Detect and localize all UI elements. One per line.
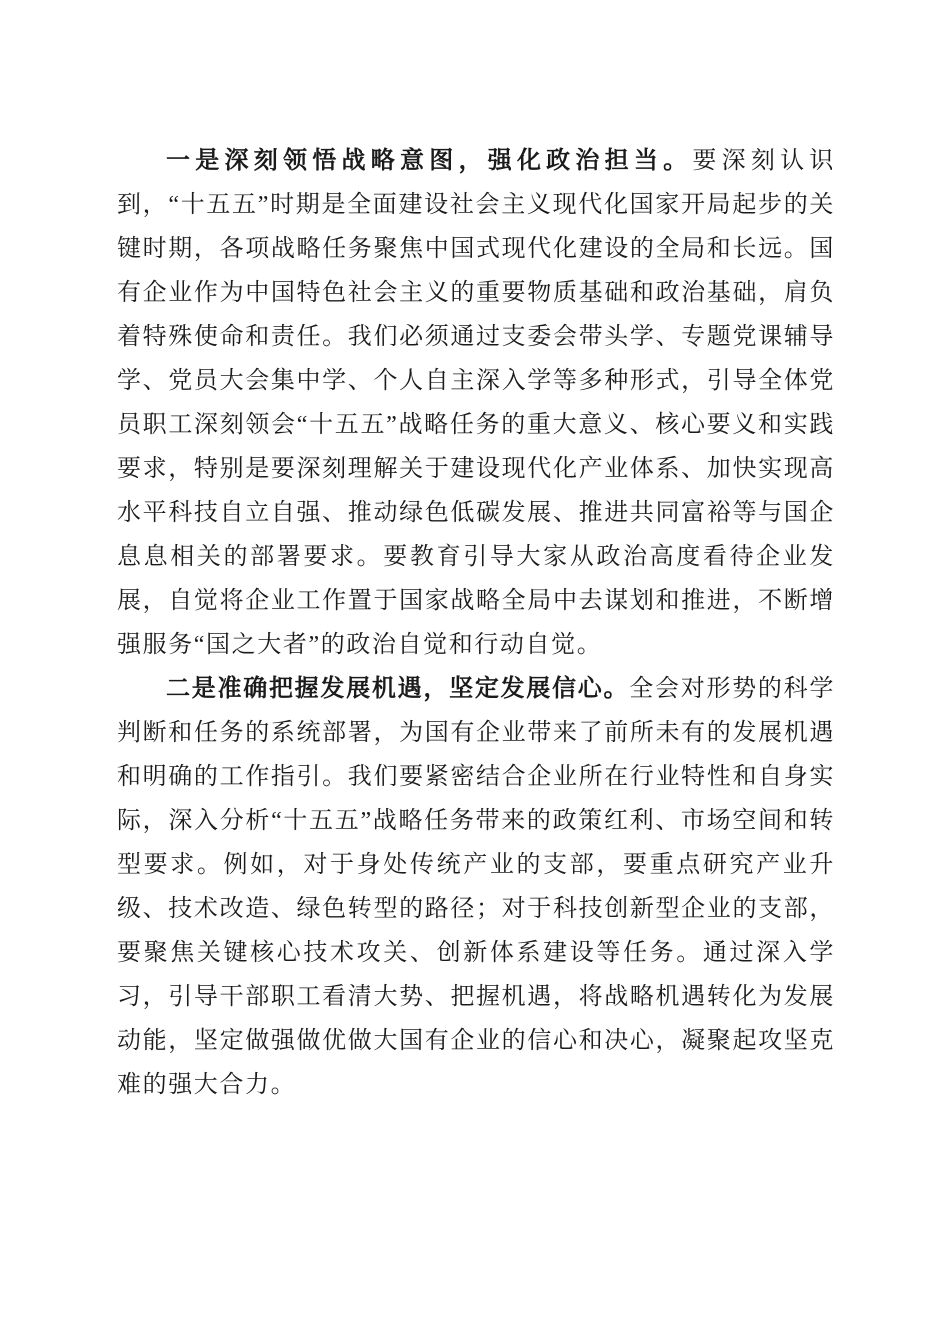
paragraph-1-body: 要深刻认识到，“十五五”时期是全面建设社会主义现代化国家开局起步的关键时期，各项战略任务聚焦中国式现代化建设的全局和长远。国有企业作为中国特色社会主义的重要物质基础和政治基础，肩负着特殊使命和责任。我们必须通过支委会带头学、专题党课辅导学、党员大会集中学、个人自主深入学等多种形式，引导全体党员职工深刻领会“十五五”战略任务的重大意义、核心要义和实践要求，特别是要深刻理解关于建设现代化产业体系、加快实现高水平科技自立自强、推动绿色低碳发展、推进共同富裕等与国企息息相关的部署要求。要教育引导大家从政治高度看待企业发展，自觉将企业工作置于国家战略全局中去谋划和推进，不断增强服务“国之大者”的政治自觉和行动自觉。 [117,148,836,658]
paragraph-1 [117,139,835,667]
paragraph-2-body: 全会对形势的科学判断和任务的系统部署，为国有企业带来了前所未有的发展机遇和明确的工作指引。我们要紧密结合企业所在行业特性和自身实际，深入分析“十五五”战略任务带来的政策红利、市场空间和转型要求。例如，对于身处传统产业的支部，要重点研究产业升级、技术改造、绿色转型的路径；对于科技创新型企业的支部，要聚焦关键核心技术攻关、创新体系建设等任务。通过深入学习，引导干部职工看清大势、把握机遇，将战略机遇转化为发展动能，坚定做强做优做大国有企业的信心和决心，凝聚起攻坚克难的强大合力。 [117,676,835,1098]
paragraph-2-lead: 二是准确把握发展机遇，坚定发展信心。 [166,676,630,702]
paragraph-2 [117,667,835,1107]
paragraph-1-lead: 一是深刻领悟战略意图，强化政治担当。 [166,148,693,174]
